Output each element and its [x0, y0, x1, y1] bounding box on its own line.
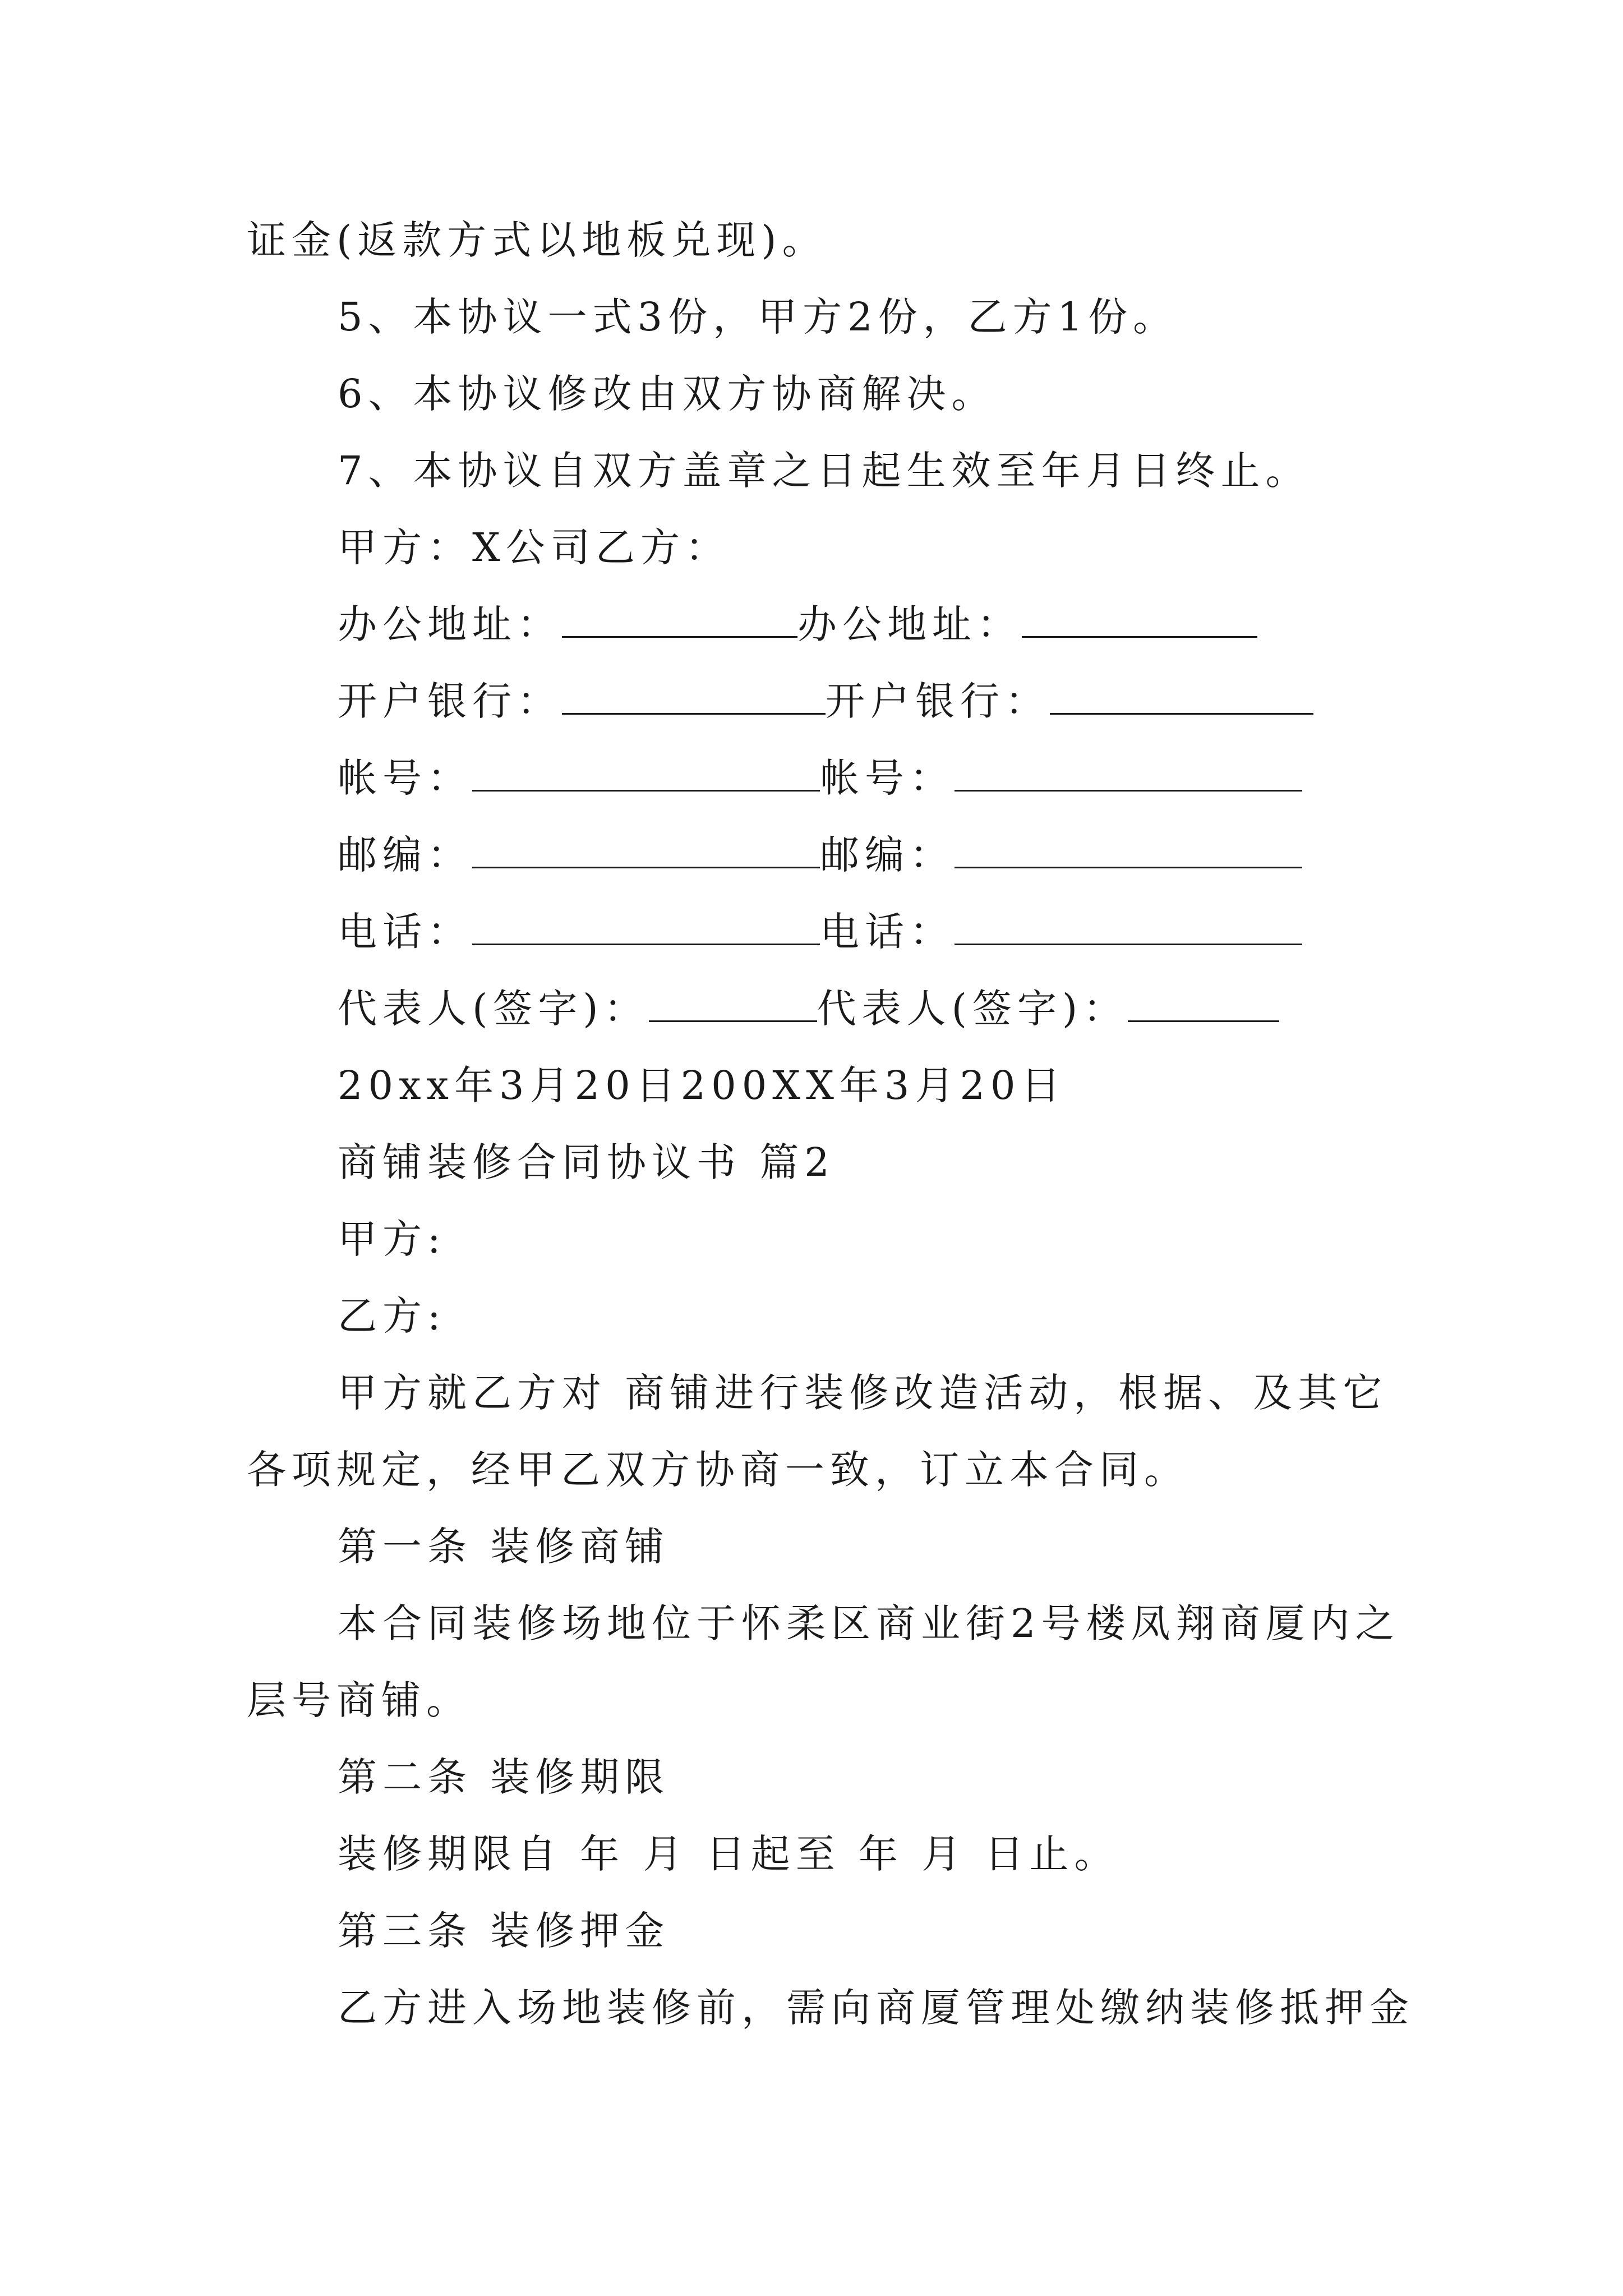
blank-line [562, 601, 797, 638]
field-label-party-a-postcode: 邮编： [338, 832, 472, 878]
field-label-party-b-office-address: 办公地址： [797, 601, 1022, 647]
paragraph-line: 各项规定，经甲乙双方协商一致，订立本合同。 [247, 1447, 1189, 1493]
form-row-account [338, 750, 1302, 806]
field-label-party-b-bank: 开户银行： [826, 678, 1050, 724]
field-label-party-a-office-address: 办公地址： [338, 601, 562, 647]
form-row-postcode [338, 827, 1302, 883]
form-row-bank [338, 673, 1313, 729]
form-row-representative [338, 981, 1279, 1037]
paragraph-line: 证金(返款方式以地板兑现)。 [247, 217, 827, 263]
signature-parties-line: 甲方：X公司乙方： [338, 524, 730, 570]
field-label-party-a-account: 帐号： [338, 755, 472, 801]
paragraph-line: 6、本协议修改由双方协商解决。 [338, 371, 997, 417]
party-b-line: 乙方: [338, 1293, 446, 1339]
paragraph-line: 层号商铺。 [247, 1677, 471, 1723]
field-label-party-b-phone: 电话： [820, 909, 955, 955]
article-heading: 第二条 装修期限 [338, 1754, 670, 1800]
section-title: 商铺装修合同协议书 篇2 [338, 1139, 835, 1185]
form-row-phone [338, 904, 1302, 960]
field-label-party-b-account: 帐号： [820, 755, 955, 801]
blank-line [472, 755, 820, 792]
blank-line [472, 832, 820, 868]
form-row-office-address [338, 596, 1257, 652]
blank-line [1022, 601, 1257, 638]
blank-line [1050, 678, 1313, 715]
paragraph-line: 甲方就乙方对 商铺进行装修改造活动，根据、及其它 [338, 1370, 1388, 1416]
blank-line [955, 909, 1302, 945]
blank-line [1128, 986, 1279, 1022]
field-label-party-a-phone: 电话： [338, 909, 472, 955]
paragraph-line: 装修期限自 年 月 日起至 年 月 日止。 [338, 1831, 1119, 1877]
date-line: 20xx年3月20日200XX年3月20日 [338, 1062, 1066, 1108]
paragraph-line: 5、本协议一式3份，甲方2份，乙方1份。 [338, 294, 1178, 340]
field-label-party-a-representative: 代表人(签字)： [338, 986, 649, 1032]
blank-line [472, 909, 820, 945]
party-a-line: 甲方: [338, 1216, 446, 1262]
field-label-party-b-postcode: 邮编： [820, 832, 955, 878]
paragraph-line: 7、本协议自双方盖章之日起生效至年月日终止。 [338, 448, 1311, 494]
field-label-party-b-representative: 代表人(签字)： [817, 986, 1128, 1032]
blank-line [562, 678, 826, 715]
article-heading: 第三条 装修押金 [338, 1908, 670, 1954]
paragraph-line: 本合同装修场地位于怀柔区商业街2号楼凤翔商厦内之 [338, 1600, 1400, 1646]
blank-line [955, 755, 1302, 792]
paragraph-line: 乙方进入场地装修前，需向商厦管理处缴纳装修抵押金 [338, 1985, 1414, 2031]
article-heading: 第一条 装修商铺 [338, 1524, 670, 1570]
field-label-party-a-bank: 开户银行： [338, 678, 562, 724]
blank-line [649, 986, 817, 1022]
blank-line [955, 832, 1302, 868]
